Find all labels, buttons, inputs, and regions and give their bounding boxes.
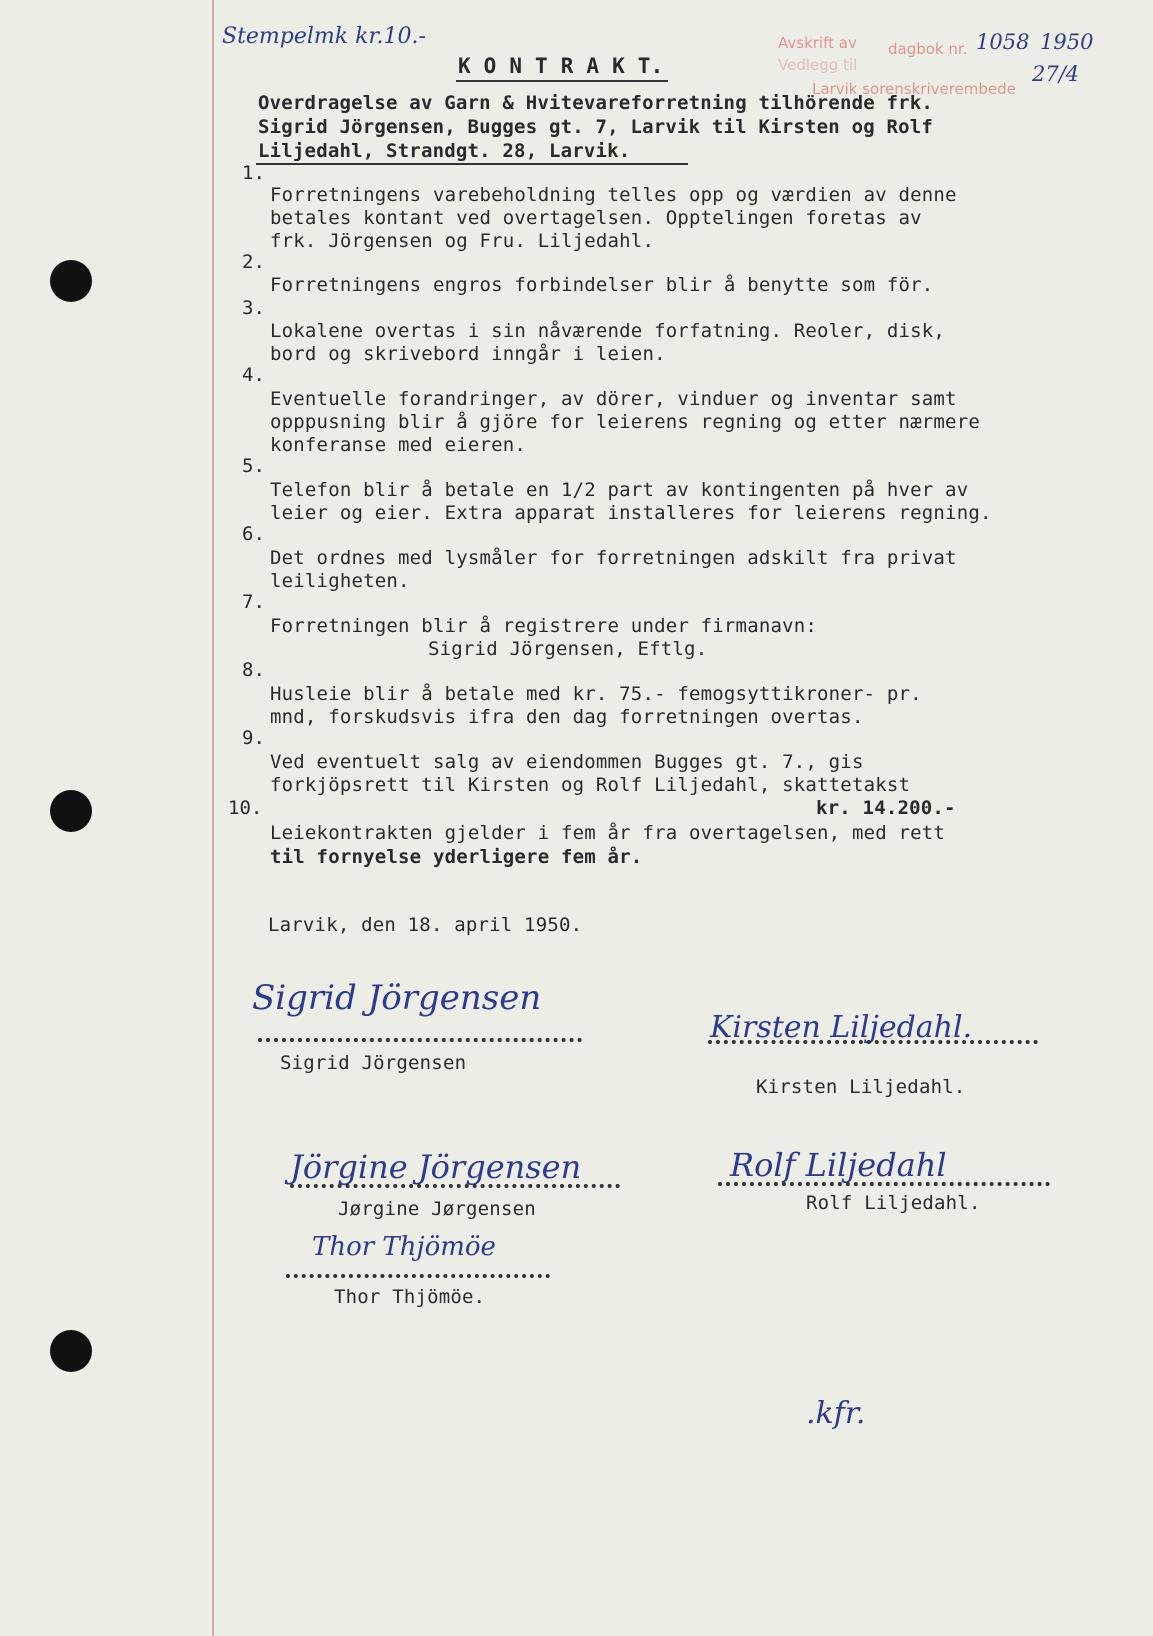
signature-jorgine: Jörgine Jörgensen bbox=[290, 1148, 582, 1186]
signature-line bbox=[708, 1040, 1038, 1044]
clause-number: 8. bbox=[242, 659, 265, 681]
clause-number: 7. bbox=[242, 591, 265, 613]
clause-line: Lokalene overtas i sin nåværende forfatning. Reoler, disk, bbox=[270, 320, 946, 342]
clause-number: 9. bbox=[242, 727, 265, 749]
signature-line bbox=[290, 1184, 620, 1188]
clause-line: Ved eventuelt salg av eiendommen Bugges gt. 7., gis bbox=[270, 751, 864, 773]
place-date: Larvik, den 18. april 1950. bbox=[268, 914, 583, 936]
clause-number: 6. bbox=[242, 523, 265, 545]
clause-line: bord og skrivebord inngår i leien. bbox=[270, 343, 666, 365]
journal-year: 1950 bbox=[1040, 30, 1094, 54]
clause-number: 2. bbox=[242, 251, 265, 273]
stamp-line-2: Vedlegg til bbox=[778, 56, 858, 74]
signature-rolf: Rolf Liljedahl bbox=[730, 1146, 947, 1184]
document-title: K O N T R A K T. bbox=[458, 54, 664, 78]
clause-line: opppusning blir å gjöre for leierens regning og etter nærmere bbox=[270, 411, 980, 433]
clause-line: Forretningen blir å registrere under firmanavn: bbox=[270, 615, 818, 637]
handwritten-note: .kfr. bbox=[806, 1396, 866, 1431]
punch-hole bbox=[50, 260, 92, 302]
stamp-duty-note: Stempelmk kr.10.- bbox=[222, 24, 426, 49]
signature-line bbox=[718, 1182, 1050, 1186]
title-underline bbox=[456, 80, 668, 82]
signer-name: Sigrid Jörgensen bbox=[280, 1052, 467, 1074]
clause-number: 4. bbox=[242, 364, 265, 386]
margin-line bbox=[212, 0, 214, 1636]
clause-number: 10. bbox=[228, 797, 263, 819]
clause-line: Husleie blir å betale med kr. 75.- femogsyttikroner- pr. bbox=[270, 683, 922, 705]
stamp-line-3: dagbok nr. bbox=[888, 40, 968, 58]
stamp-office: Larvik sorenskriverembede bbox=[812, 80, 1016, 98]
clause-line: Forretningens varebeholdning telles opp og værdien av denne bbox=[270, 184, 957, 206]
signer-name: Jørgine Jørgensen bbox=[338, 1198, 536, 1220]
clause-line: til fornyelse yderligere fem år. bbox=[270, 846, 643, 868]
clause-line: betales kontant ved overtagelsen. Opptelingen foretas av bbox=[270, 207, 922, 229]
signature-sigrid: Sigrid Jörgensen bbox=[252, 978, 542, 1018]
clause-line: forkjöpsrett til Kirsten og Rolf Liljedahl, skattetakst bbox=[270, 774, 911, 796]
clause-line: frk. Jörgensen og Fru. Liljedahl. bbox=[270, 230, 655, 252]
handwritten-date: 27/4 bbox=[1032, 62, 1080, 86]
clause-number: 5. bbox=[242, 455, 265, 477]
clause-line: mnd, forskudsvis ifra den dag forretningen overtas. bbox=[270, 706, 864, 728]
clause-line: Det ordnes med lysmåler for forretningen adskilt fra privat bbox=[270, 547, 957, 569]
clause-line: Forretningens engros forbindelser blir å benytte som för. bbox=[270, 274, 934, 296]
signature-thor: Thor Thjömöe bbox=[312, 1232, 496, 1262]
clause-line: Sigrid Jörgensen, Eftlg. bbox=[428, 638, 708, 660]
clause-line: konferanse med eieren. bbox=[270, 434, 527, 456]
tax-value: kr. 14.200.- bbox=[816, 797, 956, 819]
punch-hole bbox=[50, 790, 92, 832]
signature-line bbox=[258, 1038, 582, 1042]
signature-line bbox=[286, 1274, 550, 1278]
clause-line: Leiekontrakten gjelder i fem år fra overtagelsen, med rett bbox=[270, 822, 946, 844]
signature-kirsten: Kirsten Liljedahl. bbox=[710, 1010, 973, 1045]
clause-number: 3. bbox=[242, 297, 265, 319]
clause-line: Telefon blir å betale en 1/2 part av kontingenten på hver av bbox=[270, 479, 969, 501]
intro-line: Overdragelse av Garn & Hvitevareforretning tilhörende frk. bbox=[258, 92, 934, 114]
clause-line: leier og eier. Extra apparat installeres for leierens regning. bbox=[270, 502, 992, 524]
clause-line: leiligheten. bbox=[270, 570, 410, 592]
clause-line: Eventuelle forandringer, av dörer, vinduer og inventar samt bbox=[270, 388, 957, 410]
journal-number: 1058 bbox=[976, 30, 1030, 54]
clause-number: 1. bbox=[242, 162, 265, 184]
signer-name: Thor Thjömöe. bbox=[334, 1286, 486, 1308]
signer-name: Rolf Liljedahl. bbox=[806, 1192, 981, 1214]
punch-hole bbox=[50, 1330, 92, 1372]
stamp-line-1: Avskrift av bbox=[778, 34, 857, 52]
intro-underline bbox=[256, 163, 688, 165]
signer-name: Kirsten Liljedahl. bbox=[756, 1076, 966, 1098]
intro-line: Liljedahl, Strandgt. 28, Larvik. bbox=[258, 140, 631, 162]
intro-line: Sigrid Jörgensen, Bugges gt. 7, Larvik til Kirsten og Rolf bbox=[258, 116, 934, 138]
